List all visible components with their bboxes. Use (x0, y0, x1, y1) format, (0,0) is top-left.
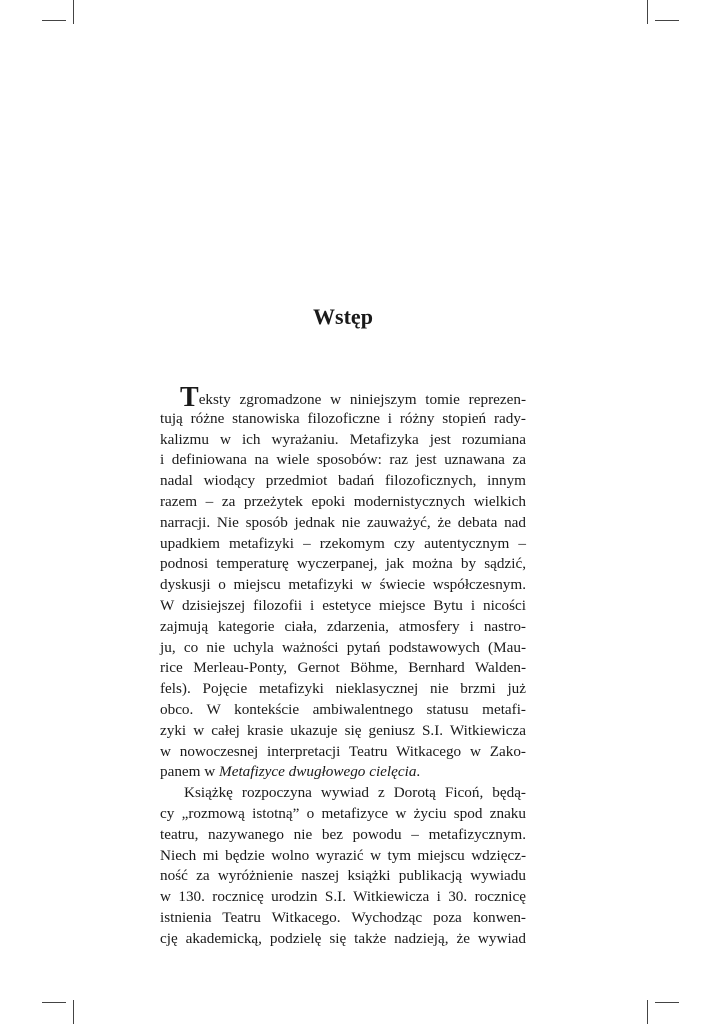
drop-cap: T (180, 382, 199, 413)
text-line: i definiowana na wiele sposobów: raz jest uznawana za (160, 451, 526, 469)
text-line: nadal wiodący przedmiot badań filozoficznych, innym (160, 472, 526, 490)
text-line: Teksty zgromadzone w niniejszym tomie reprezen- (180, 382, 526, 413)
text-line: upadkiem metafizyki – rzekomym czy autentycznym – (160, 534, 526, 552)
text-line: W dzisiejszej filozofii i estetyce miejsce Bytu i nicości (160, 596, 526, 614)
text-line: teatru, nazywanego nie bez powodu – metafizycznym. (160, 825, 526, 843)
text-line: podnosi temperaturę wyczerpanej, jak można by sądzić, (160, 555, 526, 573)
crop-mark (42, 20, 66, 21)
crop-mark (647, 1000, 648, 1024)
text-line: dyskusji o miejscu metafizyki w świecie współczesnym. (160, 576, 526, 594)
crop-mark (42, 1002, 66, 1003)
text-line: fels). Pojęcie metafizyki nieklasycznej nie brzmi już (160, 680, 526, 698)
text-line: razem – za przeżytek epoki modernistycznych wielkich (160, 492, 526, 510)
body-text (160, 382, 526, 950)
crop-mark (647, 0, 648, 24)
text-line: ność za wyróżnienie naszej książki publikacją wywiadu (160, 867, 526, 885)
text-line: cję akademicką, podzielę się także nadzieją, że wywiad (160, 929, 526, 947)
text-line: kalizmu w ich wyrażaniu. Metafizyka jest rozumiana (160, 430, 526, 448)
text-line: rice Merleau-Ponty, Gernot Böhme, Bernhard Walden- (160, 659, 526, 677)
text-line: cy „rozmową istotną” o metafizyce w życiu spod znaku (160, 804, 526, 822)
text-line: tują różne stanowiska filozoficzne i różny stopień rady- (160, 409, 526, 427)
paragraph (160, 783, 526, 949)
text-line: narracji. Nie sposób jednak nie zauważyć, że debata nad (160, 513, 526, 531)
text-line: w 130. rocznicę urodzin S.I. Witkiewicza i 30. rocznicę (160, 888, 526, 906)
paragraph (160, 382, 526, 783)
text-line: w nowoczesnej interpretacji Teatru Witkacego w Zako- (160, 742, 526, 760)
text-line: Niech mi będzie wolno wyrazić w tym miejscu wdzięcz- (160, 846, 526, 864)
crop-mark (655, 1002, 679, 1003)
text-line: istnienia Teatru Witkacego. Wychodząc poza konwen- (160, 908, 526, 926)
text-line: zyki w całej krasie ukazuje się geniusz S.I. Witkiewicza (160, 721, 526, 739)
text-line: zajmują kategorie ciała, zdarzenia, atmosfery i nastro- (160, 617, 526, 635)
book-title: Metafizyce dwugłowego cielęcia (219, 763, 417, 781)
crop-mark (73, 0, 74, 24)
page-title: Wstęp (313, 303, 373, 329)
text-line: panem w Metafizyce dwugłowego cielęcia. (160, 763, 421, 781)
crop-mark (73, 1000, 74, 1024)
text-line: obco. W kontekście ambiwalentnego statusu metafi- (160, 700, 526, 718)
text-line: Książkę rozpoczyna wywiad z Dorotą Ficoń, będą- (184, 784, 526, 802)
crop-mark (655, 20, 679, 21)
text-line: ju, co nie uchyla ważności pytań podstawowych (Mau- (160, 638, 526, 656)
